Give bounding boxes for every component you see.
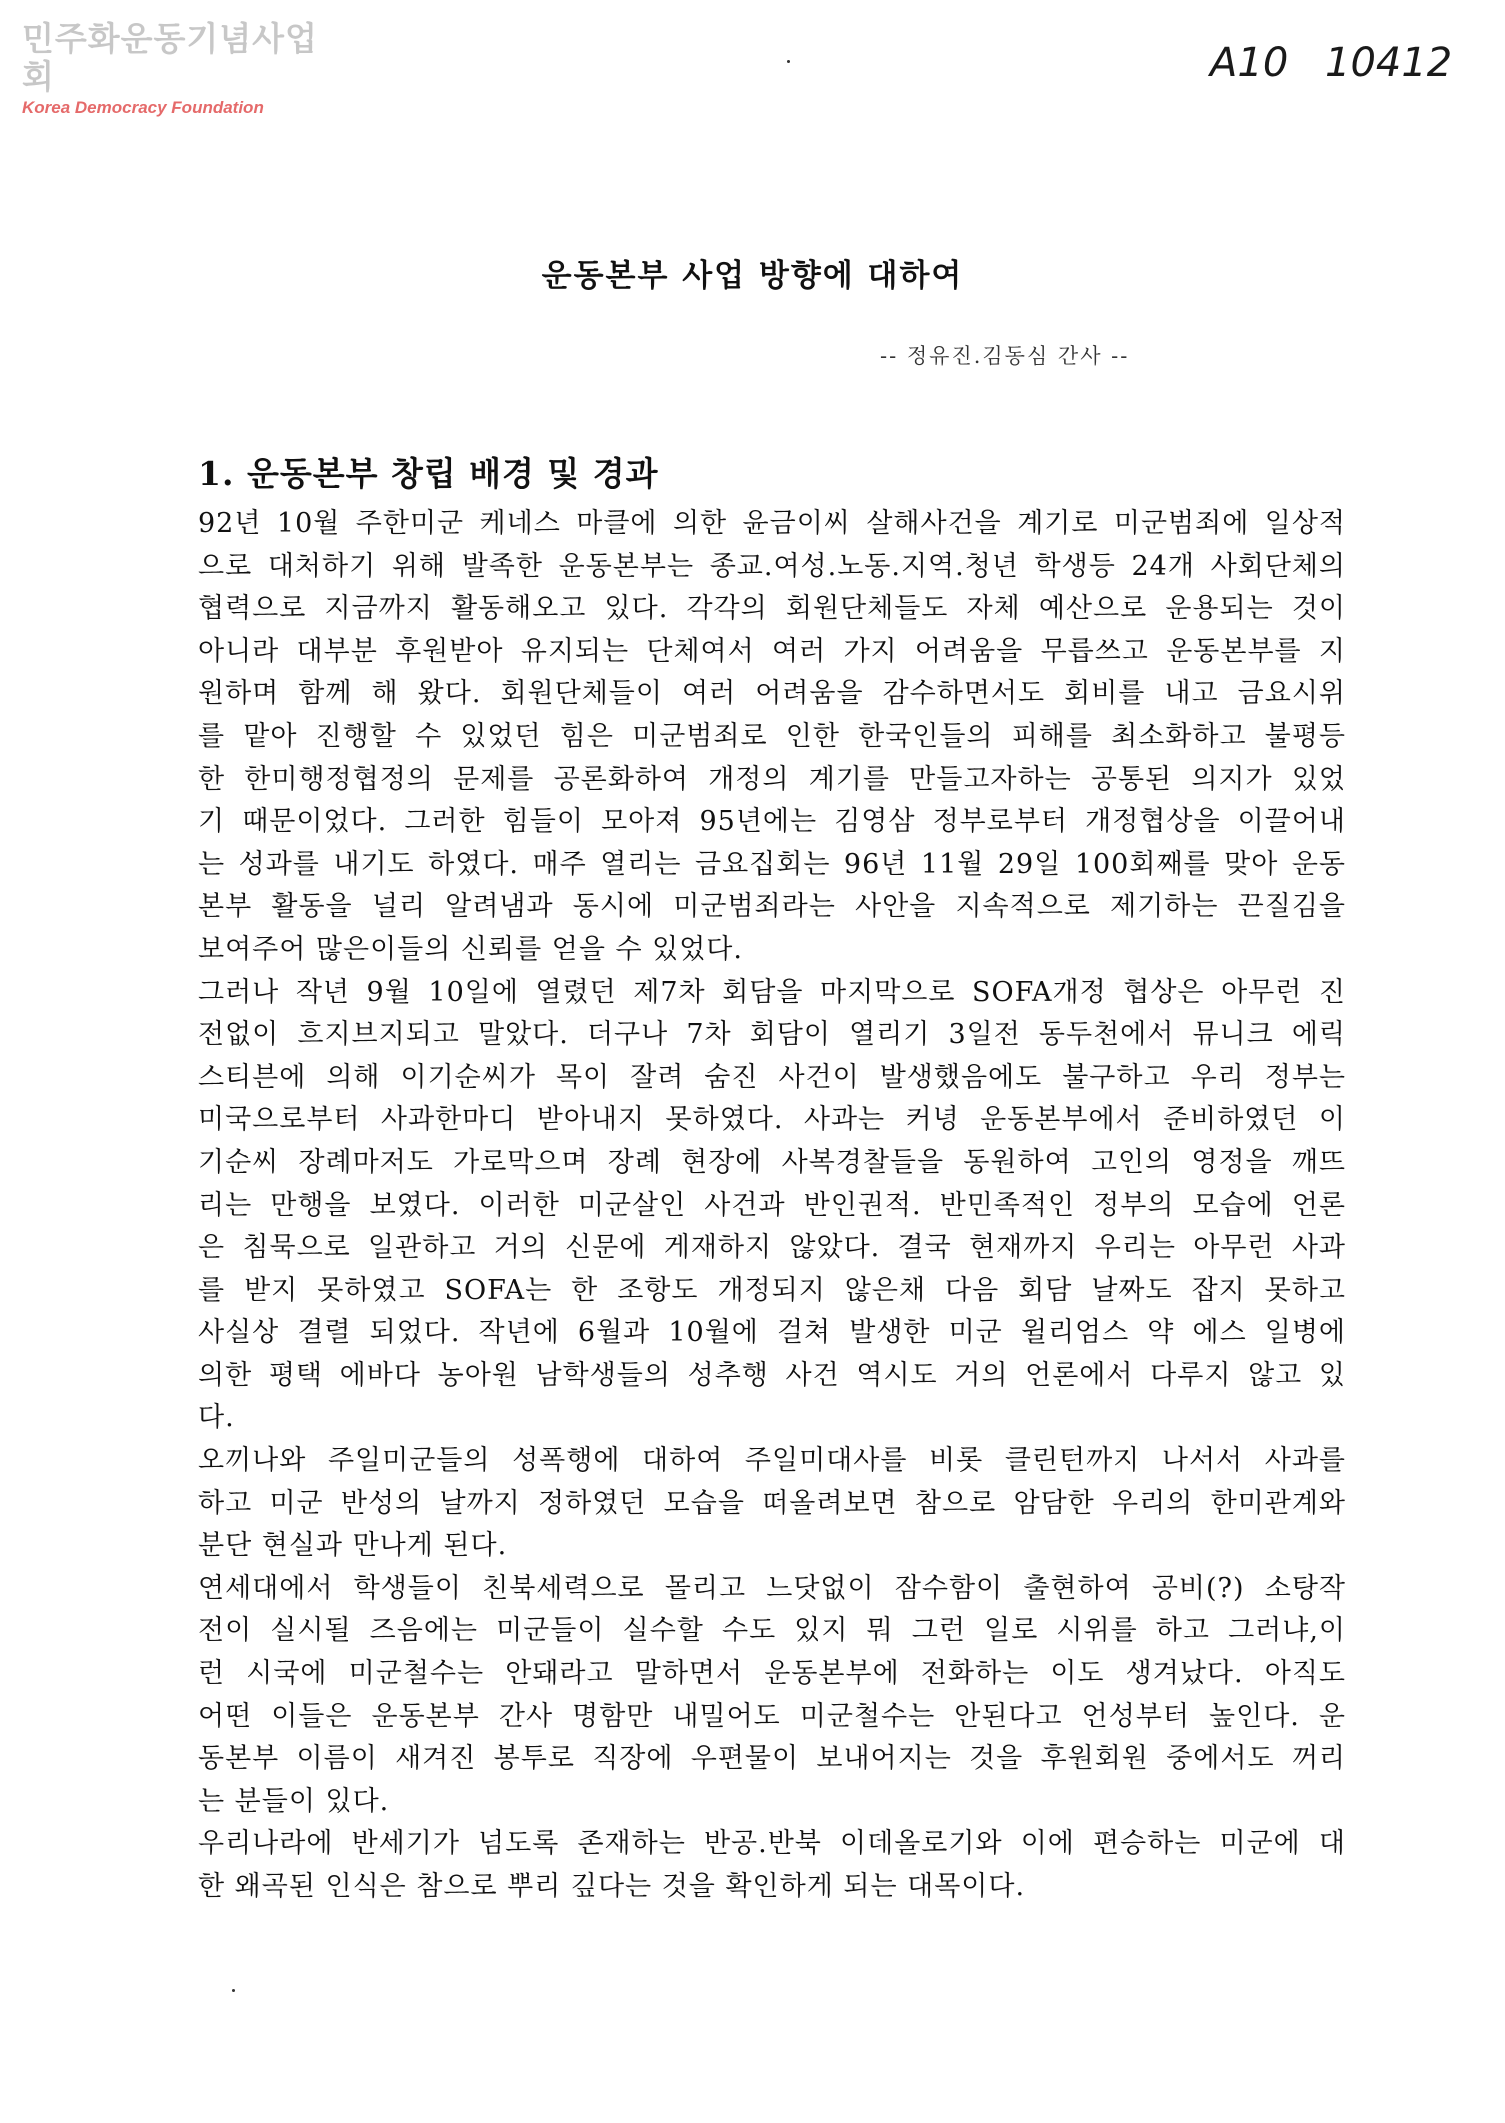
body-line: 연세대에서 학생들이 친북세력으로 몰리고 느닷없이 잠수함이 출현하여 공비(?) 소탕작 — [198, 1572, 1346, 1604]
body-line: 오끼나와 주일미군들의 성폭행에 대하여 주일미대사를 비롯 클린턴까지 나서서 사과를 — [198, 1445, 1346, 1477]
body-line: 런 시국에 미군철수는 안돼라고 말하면서 운동본부에 전화하는 이도 생겨났다. 아직도 — [198, 1658, 1346, 1690]
watermark-korean: 민주화운동기념사업회 — [22, 19, 318, 96]
scan-speck — [232, 1989, 235, 1992]
archive-number: 10412 — [1325, 40, 1453, 86]
archive-code: A10 — [1210, 40, 1289, 86]
body-line: 스티븐에 의해 이기순씨가 목이 잘려 숨진 사건이 발생했음에도 불구하고 우리 정부는 — [198, 1061, 1346, 1093]
author-line: -- 정유진.김동심 간사 -- — [880, 344, 1130, 368]
body-line: 우리나라에 반세기가 넘도록 존재하는 반공.반북 이데올로기와 이에 편승하는 미군에 대 — [198, 1828, 1346, 1860]
body-line: 기순씨 장례마저도 가로막으며 장례 현장에 사복경찰들을 동원하여 고인의 영정을 깨뜨 — [198, 1146, 1346, 1178]
body-line: 어떤 이들은 운동본부 간사 명함만 내밀어도 미군철수는 안된다고 언성부터 높인다. 운 — [198, 1700, 1346, 1732]
body-line: 원하며 함께 해 왔다. 회원단체들이 여러 어려움을 감수하면서도 회비를 내고 금요시위 — [198, 678, 1346, 710]
section-heading: 1. 운동본부 창립 배경 및 경과 — [198, 454, 659, 493]
body-line: 는 분들이 있다. — [198, 1785, 390, 1817]
body-line: 전이 실시될 즈음에는 미군들이 실수할 수도 있지 뭐 그런 일로 시위를 하고 그러냐,이 — [198, 1615, 1346, 1647]
body-line: 사실상 결렬 되었다. 작년에 6월과 10월에 걸쳐 발생한 미군 윌리엄스 약 에스 일병에 — [198, 1317, 1346, 1349]
watermark-logo — [22, 20, 322, 118]
document-title: 운동본부 사업 방향에 대하여 — [541, 258, 964, 294]
watermark-english: Korea Democracy Foundation — [22, 98, 264, 117]
archive-stamp — [1210, 40, 1500, 90]
section-body — [198, 503, 1346, 1909]
body-line: 를 받지 못하였고 SOFA는 한 조항도 개정되지 않은채 다음 회담 날짜도 잡지 못하고 — [198, 1274, 1346, 1306]
body-line: 한 한미행정협정의 문제를 공론화하여 개정의 계기를 만들고자하는 공통된 의지가 있었 — [198, 763, 1346, 795]
body-line: 92년 10월 주한미군 케네스 마클에 의한 윤금이씨 살해사건을 계기로 미군범죄에 일상적 — [198, 508, 1346, 539]
body-line: 전없이 흐지브지되고 말았다. 더구나 7차 회담이 열리기 3일전 동두천에서 뮤니크 에릭 — [198, 1019, 1346, 1051]
body-line: 리는 만행을 보였다. 이러한 미군살인 사건과 반인권적. 반민족적인 정부의 모습에 언론 — [198, 1189, 1346, 1221]
body-line: 의한 평택 에바다 농아원 남학생들의 성추행 사건 역시도 거의 언론에서 다루지 않고 있 — [198, 1359, 1346, 1391]
body-line: 를 맡아 진행할 수 있었던 힘은 미군범죄로 인한 한국인들의 피해를 최소화하고 불평등 — [198, 720, 1346, 752]
body-line: 본부 활동을 널리 알려냄과 동시에 미군범죄라는 사안을 지속적으로 제기하는 끈질김을 — [198, 891, 1346, 923]
body-line: 하고 미군 반성의 날까지 정하였던 모습을 떠올려보면 참으로 암담한 우리의 한미관계와 — [198, 1487, 1346, 1519]
body-line: 아니라 대부분 후원받아 유지되는 단체여서 여러 가지 어려움을 무릅쓰고 운동본부를 지 — [198, 635, 1346, 667]
body-line: 은 침묵으로 일관하고 거의 신문에 게재하지 않았다. 결국 현재까지 우리는 아무런 사과 — [198, 1232, 1346, 1264]
scan-speck — [787, 60, 790, 63]
body-line: 기 때문이었다. 그러한 힘들이 모아져 95년에는 김영삼 정부로부터 개정협상을 이끌어내 — [198, 806, 1346, 838]
body-line: 분단 현실과 만나게 된다. — [198, 1530, 508, 1562]
body-line: 으로 대처하기 위해 발족한 운동본부는 종교.여성.노동.지역.청년 학생등 24개 사회단체의 — [198, 550, 1346, 582]
body-line: 미국으로부터 사과한마디 받아내지 못하였다. 사과는 커녕 운동본부에서 준비하였던 이 — [198, 1104, 1346, 1136]
body-line: 협력으로 지금까지 활동해오고 있다. 각각의 회원단체들도 자체 예산으로 운용되는 것이 — [198, 593, 1346, 625]
body-line: 동본부 이름이 새겨진 봉투로 직장에 우편물이 보내어지는 것을 후원회원 중에서도 꺼리 — [198, 1743, 1346, 1775]
body-line: 한 왜곡된 인식은 참으로 뿌리 깊다는 것을 확인하게 되는 대목이다. — [198, 1871, 1026, 1902]
body-line: 는 성과를 내기도 하였다. 매주 열리는 금요집회는 96년 11월 29일 100회째를 맞아 운동 — [198, 848, 1346, 880]
body-line: 다. — [198, 1402, 235, 1434]
body-line: 보여주어 많은이들의 신뢰를 얻을 수 있었다. — [198, 933, 743, 965]
body-line: 그러나 작년 9월 10일에 열렸던 제7차 회담을 마지막으로 SOFA개정 협상은 아무런 진 — [198, 976, 1346, 1008]
